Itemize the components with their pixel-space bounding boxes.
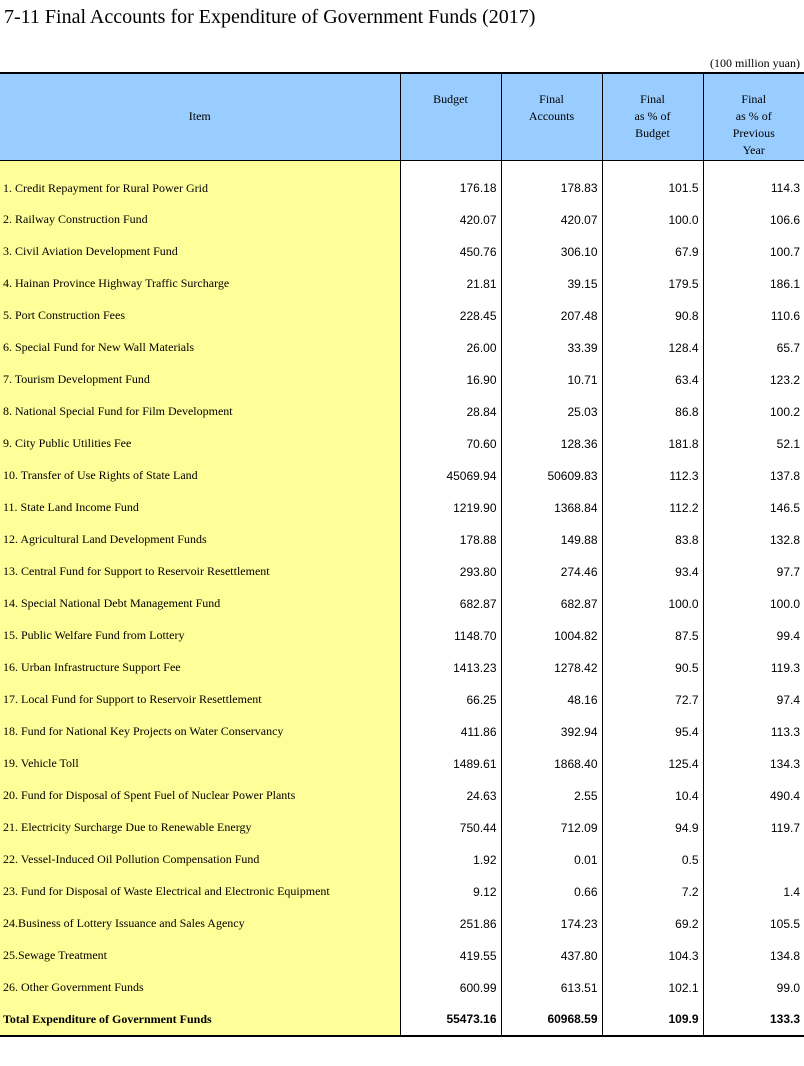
cell-pct-budget: 67.9	[602, 236, 703, 268]
cell-pct-budget: 181.8	[602, 428, 703, 460]
table-row	[0, 524, 804, 556]
cell-budget: 228.45	[400, 300, 501, 332]
cell-item: 20. Fund for Disposal of Spent Fuel of Nuclear Power Plants	[0, 780, 400, 812]
cell-pct-budget: 10.4	[602, 780, 703, 812]
table-row	[0, 812, 804, 844]
cell-item: 25.Sewage Treatment	[0, 940, 400, 972]
cell-pct-budget: 100.0	[602, 204, 703, 236]
cell-pct-budget: 100.0	[602, 588, 703, 620]
cell-budget: 419.55	[400, 940, 501, 972]
cell-final-accounts: 50609.83	[501, 460, 602, 492]
cell-pct-prev-year: 99.4	[703, 620, 804, 652]
cell-budget: 24.63	[400, 780, 501, 812]
cell-item: 1. Credit Repayment for Rural Power Grid	[0, 161, 400, 204]
cell-final-accounts: 207.48	[501, 300, 602, 332]
cell-item: 7. Tourism Development Fund	[0, 364, 400, 396]
cell-pct-prev-year: 52.1	[703, 428, 804, 460]
cell-budget: 16.90	[400, 364, 501, 396]
cell-item: 19. Vehicle Toll	[0, 748, 400, 780]
table-row	[0, 268, 804, 300]
cell-item: 10. Transfer of Use Rights of State Land	[0, 460, 400, 492]
cell-budget: 1148.70	[400, 620, 501, 652]
header-pct-prev-line: Year	[742, 143, 765, 157]
cell-pct-budget: 94.9	[602, 812, 703, 844]
cell-pct-budget: 93.4	[602, 556, 703, 588]
cell-pct-prev-year: 1.4	[703, 876, 804, 908]
cell-final-accounts: 1368.84	[501, 492, 602, 524]
header-final-line: Final	[539, 92, 564, 106]
header-pct-prev-line: as % of	[735, 109, 772, 123]
table-row	[0, 780, 804, 812]
cell-pct-budget: 7.2	[602, 876, 703, 908]
table-row	[0, 716, 804, 748]
cell-budget: 176.18	[400, 161, 501, 204]
cell-item: 14. Special National Debt Management Fund	[0, 588, 400, 620]
header-pct-budget-line: Final	[640, 92, 665, 106]
cell-pct-prev-year: 134.3	[703, 748, 804, 780]
cell-pct-prev-year: 113.3	[703, 716, 804, 748]
table-row	[0, 428, 804, 460]
cell-budget: 1.92	[400, 844, 501, 876]
cell-final-accounts: 60968.59	[501, 1004, 602, 1036]
table-row	[0, 332, 804, 364]
cell-item: Total Expenditure of Government Funds	[0, 1004, 400, 1036]
table-row	[0, 748, 804, 780]
cell-budget: 26.00	[400, 332, 501, 364]
cell-final-accounts: 39.15	[501, 268, 602, 300]
header-budget	[400, 73, 501, 161]
cell-final-accounts: 420.07	[501, 204, 602, 236]
header-item-label: Item	[188, 109, 211, 123]
cell-budget: 600.99	[400, 972, 501, 1004]
cell-budget: 178.88	[400, 524, 501, 556]
cell-final-accounts: 149.88	[501, 524, 602, 556]
cell-item: 11. State Land Income Fund	[0, 492, 400, 524]
total-row	[0, 1004, 804, 1036]
cell-pct-budget: 87.5	[602, 620, 703, 652]
table-row	[0, 844, 804, 876]
cell-budget: 251.86	[400, 908, 501, 940]
header-pct-budget	[602, 73, 703, 161]
cell-final-accounts: 1278.42	[501, 652, 602, 684]
cell-final-accounts: 174.23	[501, 908, 602, 940]
table-row	[0, 396, 804, 428]
cell-final-accounts: 1004.82	[501, 620, 602, 652]
cell-pct-budget: 83.8	[602, 524, 703, 556]
cell-final-accounts: 10.71	[501, 364, 602, 396]
cell-pct-prev-year: 114.3	[703, 161, 804, 204]
cell-budget: 28.84	[400, 396, 501, 428]
cell-pct-prev-year: 110.6	[703, 300, 804, 332]
cell-final-accounts: 437.80	[501, 940, 602, 972]
cell-pct-budget: 179.5	[602, 268, 703, 300]
cell-pct-budget: 112.3	[602, 460, 703, 492]
cell-pct-budget: 90.5	[602, 652, 703, 684]
header-final-accounts	[501, 73, 602, 161]
cell-pct-prev-year: 137.8	[703, 460, 804, 492]
cell-item: 8. National Special Fund for Film Development	[0, 396, 400, 428]
header-budget-line: Budget	[433, 92, 468, 106]
cell-pct-prev-year: 65.7	[703, 332, 804, 364]
table-row	[0, 161, 804, 204]
cell-budget: 21.81	[400, 268, 501, 300]
table-row	[0, 492, 804, 524]
cell-budget: 1489.61	[400, 748, 501, 780]
header-pct-prev-line: Final	[741, 92, 767, 106]
cell-final-accounts: 0.01	[501, 844, 602, 876]
cell-pct-budget: 109.9	[602, 1004, 703, 1036]
cell-pct-budget: 112.2	[602, 492, 703, 524]
cell-pct-budget: 95.4	[602, 716, 703, 748]
cell-budget: 293.80	[400, 556, 501, 588]
cell-pct-prev-year: 490.4	[703, 780, 804, 812]
cell-final-accounts: 25.03	[501, 396, 602, 428]
cell-item: 18. Fund for National Key Projects on Water Conservancy	[0, 716, 400, 748]
cell-pct-prev-year: 106.6	[703, 204, 804, 236]
cell-item: 24.Business of Lottery Issuance and Sales Agency	[0, 908, 400, 940]
cell-final-accounts: 306.10	[501, 236, 602, 268]
table-row	[0, 972, 804, 1004]
table-row	[0, 684, 804, 716]
cell-pct-budget: 90.8	[602, 300, 703, 332]
cell-final-accounts: 274.46	[501, 556, 602, 588]
cell-item: 15. Public Welfare Fund from Lottery	[0, 620, 400, 652]
cell-budget: 1413.23	[400, 652, 501, 684]
cell-budget: 1219.90	[400, 492, 501, 524]
cell-budget: 450.76	[400, 236, 501, 268]
cell-final-accounts: 48.16	[501, 684, 602, 716]
cell-item: 22. Vessel-Induced Oil Pollution Compensation Fund	[0, 844, 400, 876]
cell-pct-budget: 0.5	[602, 844, 703, 876]
table-row	[0, 588, 804, 620]
cell-pct-budget: 102.1	[602, 972, 703, 1004]
cell-budget: 66.25	[400, 684, 501, 716]
cell-item: 21. Electricity Surcharge Due to Renewable Energy	[0, 812, 400, 844]
cell-budget: 750.44	[400, 812, 501, 844]
header-pct-budget-line: as % of	[634, 109, 671, 123]
cell-final-accounts: 1868.40	[501, 748, 602, 780]
cell-pct-prev-year: 119.7	[703, 812, 804, 844]
cell-pct-prev-year: 99.0	[703, 972, 804, 1004]
unit-note: (100 million yuan)	[710, 56, 800, 70]
cell-final-accounts: 682.87	[501, 588, 602, 620]
header-pct-budget-line: Budget	[635, 126, 670, 140]
cell-item: 4. Hainan Province Highway Traffic Surcharge	[0, 268, 400, 300]
table-row	[0, 876, 804, 908]
cell-pct-budget: 86.8	[602, 396, 703, 428]
table-row	[0, 940, 804, 972]
table-row	[0, 556, 804, 588]
table-row	[0, 364, 804, 396]
cell-item: 16. Urban Infrastructure Support Fee	[0, 652, 400, 684]
cell-budget: 55473.16	[400, 1004, 501, 1036]
cell-budget: 9.12	[400, 876, 501, 908]
header-pct-prev-year	[703, 73, 804, 161]
cell-final-accounts: 712.09	[501, 812, 602, 844]
cell-item: 3. Civil Aviation Development Fund	[0, 236, 400, 268]
header-final-line: Accounts	[528, 109, 575, 123]
cell-final-accounts: 178.83	[501, 161, 602, 204]
cell-pct-prev-year: 132.8	[703, 524, 804, 556]
cell-item: 26. Other Government Funds	[0, 972, 400, 1004]
table-row	[0, 460, 804, 492]
cell-budget: 420.07	[400, 204, 501, 236]
cell-pct-budget: 125.4	[602, 748, 703, 780]
header-item	[0, 73, 400, 161]
table-row	[0, 908, 804, 940]
cell-pct-prev-year: 97.7	[703, 556, 804, 588]
cell-final-accounts: 0.66	[501, 876, 602, 908]
cell-budget: 682.87	[400, 588, 501, 620]
cell-pct-budget: 101.5	[602, 161, 703, 204]
cell-budget: 45069.94	[400, 460, 501, 492]
header-pct-prev-line: Previous	[732, 126, 775, 140]
cell-pct-prev-year: 133.3	[703, 1004, 804, 1036]
cell-pct-budget: 72.7	[602, 684, 703, 716]
cell-item: 9. City Public Utilities Fee	[0, 428, 400, 460]
cell-item: 23. Fund for Disposal of Waste Electrical and Electronic Equipment	[0, 876, 400, 908]
cell-pct-prev-year: 146.5	[703, 492, 804, 524]
expenditure-table	[0, 72, 804, 1037]
table-row	[0, 300, 804, 332]
cell-pct-prev-year: 134.8	[703, 940, 804, 972]
cell-pct-budget: 69.2	[602, 908, 703, 940]
cell-pct-prev-year: 100.2	[703, 396, 804, 428]
cell-pct-prev-year: 186.1	[703, 268, 804, 300]
cell-pct-prev-year: 105.5	[703, 908, 804, 940]
table-row	[0, 236, 804, 268]
cell-item: 2. Railway Construction Fund	[0, 204, 400, 236]
cell-final-accounts: 392.94	[501, 716, 602, 748]
cell-pct-prev-year: 119.3	[703, 652, 804, 684]
cell-pct-budget: 63.4	[602, 364, 703, 396]
cell-item: 5. Port Construction Fees	[0, 300, 400, 332]
table-row	[0, 204, 804, 236]
cell-pct-prev-year: 97.4	[703, 684, 804, 716]
cell-final-accounts: 128.36	[501, 428, 602, 460]
cell-pct-prev-year: 100.7	[703, 236, 804, 268]
header-row	[0, 73, 804, 161]
table-row	[0, 620, 804, 652]
cell-pct-budget: 104.3	[602, 940, 703, 972]
cell-item: 17. Local Fund for Support to Reservoir Resettlement	[0, 684, 400, 716]
table-row	[0, 652, 804, 684]
cell-final-accounts: 2.55	[501, 780, 602, 812]
cell-pct-prev-year: 123.2	[703, 364, 804, 396]
cell-item: 12. Agricultural Land Development Funds	[0, 524, 400, 556]
cell-pct-budget: 128.4	[602, 332, 703, 364]
cell-pct-prev-year	[703, 844, 804, 876]
page-title: 7-11 Final Accounts for Expenditure of Government Funds (2017)	[4, 6, 536, 28]
cell-item: 6. Special Fund for New Wall Materials	[0, 332, 400, 364]
cell-final-accounts: 33.39	[501, 332, 602, 364]
cell-item: 13. Central Fund for Support to Reservoir Resettlement	[0, 556, 400, 588]
cell-budget: 70.60	[400, 428, 501, 460]
cell-budget: 411.86	[400, 716, 501, 748]
cell-final-accounts: 613.51	[501, 972, 602, 1004]
cell-pct-prev-year: 100.0	[703, 588, 804, 620]
